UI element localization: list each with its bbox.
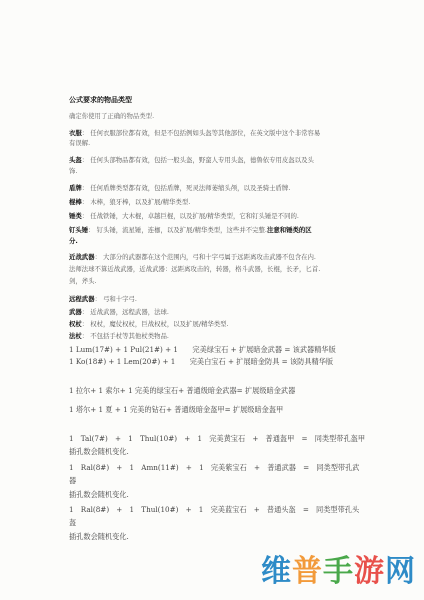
- term: 棍棒: [69, 198, 82, 206]
- line-text: ： 任战铁锤，大木棍，卓越巨棍，以及扩展/精华类型，它和钉头锤是不同的.: [81, 212, 299, 220]
- recipe-line: 盔: [69, 518, 77, 527]
- term: 锤类: [69, 212, 82, 220]
- line-text: 饰.: [69, 167, 78, 175]
- doc-line: [69, 253, 316, 262]
- doc-title: 公式要求的物品类型: [69, 96, 132, 104]
- doc-line: [69, 265, 320, 274]
- doc-line: [69, 295, 137, 304]
- term: 衣服: [69, 129, 82, 137]
- recipe-note: 插孔数会随机变化.: [69, 447, 129, 456]
- term: 钉头锤: [69, 226, 89, 234]
- watermark-char: 普: [292, 554, 323, 589]
- watermark-char: 手: [323, 554, 354, 589]
- recipe-line: 1 塔尔+ 1 夏 + 1 完美的钻石+ 普通级暗金盔甲= 扩展级暗金盔甲: [69, 405, 284, 414]
- watermark-char: 游: [354, 554, 385, 589]
- recipe-line: 1 Ral(8#) + 1 Amn(11#) + 1 完美紫宝石 + 普通武器 = 同类型带孔武: [69, 463, 360, 472]
- line-text: ： 木棒，狼牙棒，以及扩展/精华类型.: [81, 198, 191, 206]
- line-text: 分.: [69, 237, 78, 245]
- doc-line: [69, 308, 169, 317]
- doc-line: [69, 332, 169, 341]
- doc-line: [69, 139, 90, 148]
- doc-line: [69, 156, 314, 165]
- doc-intro: 确定你使用了正确的物品类型.: [69, 112, 155, 120]
- line-text: ： 任何盾牌类型都有效，包括盾牌，死灵法师萎缩头颅，以及圣骑士盾牌.: [81, 184, 291, 192]
- recipe-line: 器: [69, 476, 77, 485]
- doc-line: [69, 320, 229, 329]
- recipe-note: 插孔数会随机变化.: [69, 490, 129, 499]
- watermark-char: 网: [385, 554, 416, 589]
- recipe-line: 1 Ral(8#) + 1 Thul(10#) + 1 完美蓝宝石 + 普通头盔 = 同类型带孔头: [69, 505, 360, 514]
- doc-line: [69, 237, 78, 246]
- recipe-line: 1 Lum(17#) + 1 Pul(21#) + 1 完美绿宝石 + 扩展暗金武器 = 该武器精华版: [69, 345, 336, 354]
- recipe-line: 1 Tal(7#) + 1 Thul(10#) + 1 完美黄宝石 + 普通盔甲 = 同类型带孔盔甲: [69, 434, 366, 443]
- recipe-note: 插孔数会随机变化.: [69, 532, 129, 541]
- term: 权杖: [69, 320, 82, 328]
- term: 法杖: [69, 332, 82, 340]
- doc-line: [69, 277, 97, 286]
- term: 头盔: [69, 156, 82, 164]
- line-text: ： 权杖，魔仗权杖，巨战权杖，以及扩展/精华类型.: [81, 320, 229, 328]
- line-text: ： 近战武器，远程武器，法球.: [81, 308, 169, 316]
- term: 盾牌: [69, 184, 82, 192]
- line-text: ： 不包括手杖等其他杖类物品.: [81, 332, 169, 340]
- site-watermark-logo: [261, 546, 416, 590]
- line-text: 法师法球不算近战武器，近战武器：远距离攻击的，转器，格斗武器，长棍，长矛，匕首.: [69, 265, 321, 273]
- line-text: ： 弓和十字弓.: [94, 295, 137, 303]
- line-text: ： 大部分的武器都在这个范围内，弓和十字弓属于远距离攻击武器不包含在内.: [94, 253, 316, 261]
- doc-line: [69, 129, 320, 138]
- doc-line: [69, 184, 290, 193]
- doc-line: [69, 226, 312, 235]
- recipe-line: 1 Ko(18#) + 1 Lem(20#) + 1 完美白宝石 + 扩展暗金防具 = 该防具精华版: [69, 357, 334, 366]
- line-text: ： 任何头部物品都有效，包括一般头盔，野蛮人专用头盔，德鲁依专用皮盔以及头: [81, 156, 314, 164]
- line-text: ： 钉头锤，流星锤，连枷，以及扩展/精华类型，这些并不完整.: [88, 226, 267, 234]
- term: 远程武器: [69, 295, 95, 303]
- line-text: 剑，斧头.: [69, 277, 97, 285]
- line-text: 有误解.: [69, 139, 91, 147]
- line-text: ： 任何衣服部位都有效，但是不包括例如头盔等其他部位，在英文版中这个非常容易: [81, 129, 321, 137]
- doc-line: [69, 167, 77, 176]
- recipe-line: 1 拉尔+ 1 索尔+ 1 完美的绿宝石+ 普通级暗金武器= 扩展级暗金武器: [69, 386, 296, 395]
- doc-line: [69, 198, 190, 207]
- watermark-char: 维: [261, 554, 292, 589]
- doc-line: [69, 212, 299, 221]
- note: 注意和锤类的区: [266, 226, 312, 234]
- term: 武器: [69, 308, 82, 316]
- term: 近战武器: [69, 253, 95, 261]
